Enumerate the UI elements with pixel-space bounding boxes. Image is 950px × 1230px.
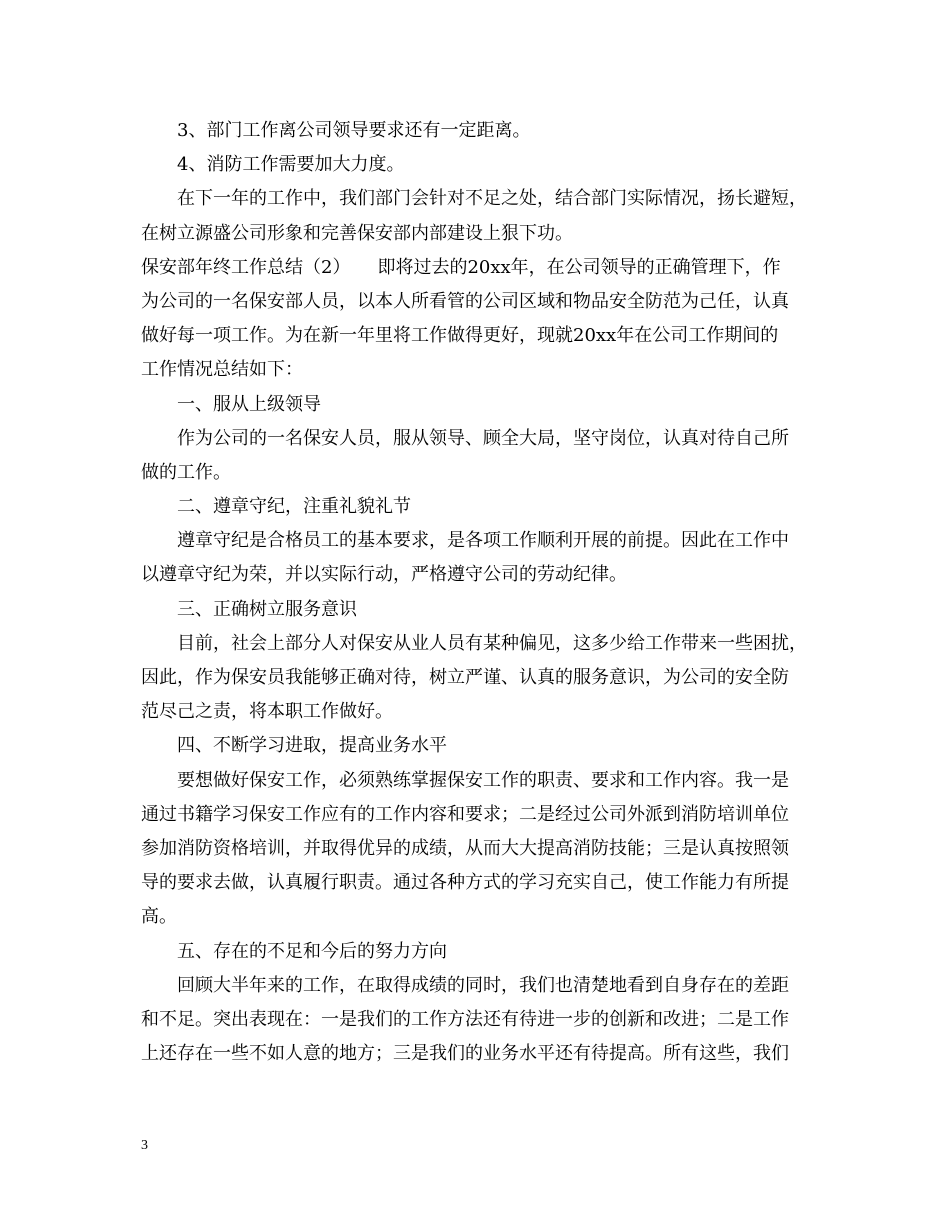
document-body [141, 114, 813, 1071]
text-line: 3、部门工作离公司领导要求还有一定距离。 [177, 120, 531, 141]
text-line: 要想做好保安工作，必须熟练掌握保安工作的职责、要求和工作内容。我一是 [177, 769, 789, 791]
text-line: 因此，作为保安员我能够正确对待，树立严谨、认真的服务意识，为公司的安全防 [141, 667, 789, 688]
text-line: 目前，社会上部分人对保安从业人员有某种偏见，这多少给工作带来一些困扰， [177, 632, 807, 654]
text-line: 范尽己之责，将本职工作做好。 [141, 701, 393, 723]
text-line: 在树立源盛公司形象和完善保安部内部建设上狠下功。 [141, 222, 573, 244]
text-line: 在下一年的工作中，我们部门会针对不足之处，结合部门实际情况，扬长避短， [177, 188, 807, 210]
text-line: 作为公司的一名保安人员，服从领导、顾全大局，坚守岗位，认真对待自己所 [177, 427, 789, 449]
text-line: 上还存在一些不如人意的地方；三是我们的业务水平还有待提高。所有这些，我们 [141, 1043, 789, 1065]
heading-line: 一、服从上级领导 [177, 393, 321, 415]
heading-line: 四、不断学习进取，提高业务水平 [177, 735, 447, 757]
heading-line: 五、存在的不足和今后的努力方向 [177, 940, 447, 962]
text-line: 做的工作。 [141, 461, 231, 483]
text-line: 高。 [141, 906, 177, 928]
text-line: 参加消防资格培训，并取得优异的成绩，从而大大提高消防技能；三是认真按照领 [141, 837, 789, 859]
text-line: 和不足。突出表现在：一是我们的工作方法还有待进一步的创新和改进；二是工作 [141, 1008, 789, 1030]
section-title-line: 保安部年终工作总结（2） 即将过去的20xx年，在公司领导的正确管理下，作 [141, 256, 781, 278]
text-line: 通过书籍学习保安工作应有的工作内容和要求；二是经过公司外派到消防培训单位 [141, 803, 789, 825]
heading-line: 三、正确树立服务意识 [177, 598, 357, 620]
text-line: 4、消防工作需要加大力度。 [177, 154, 405, 176]
heading-line: 二、遵章守纪，注重礼貌礼节 [177, 496, 411, 518]
text-line: 以遵章守纪为荣，并以实际行动，严格遵守公司的劳动纪律。 [141, 564, 627, 586]
text-line: 导的要求去做，认真履行职责。通过各种方式的学习充实自己，使工作能力有所提 [141, 872, 789, 894]
text-line: 工作情况总结如下： [141, 359, 303, 381]
text-line: 遵章守纪是合格员工的基本要求，是各项工作顺利开展的前提。因此在工作中 [177, 530, 789, 552]
text-line: 做好每一项工作。为在新一年里将工作做得更好，现就20xx年在公司工作期间的 [141, 325, 779, 347]
text-line: 回顾大半年来的工作，在取得成绩的同时，我们也清楚地看到自身存在的差距 [177, 974, 789, 996]
text-line: 为公司的一名保安部人员，以本人所看管的公司区域和物品安全防范为己任，认真 [141, 290, 789, 312]
page-number: 3 [141, 1138, 148, 1153]
